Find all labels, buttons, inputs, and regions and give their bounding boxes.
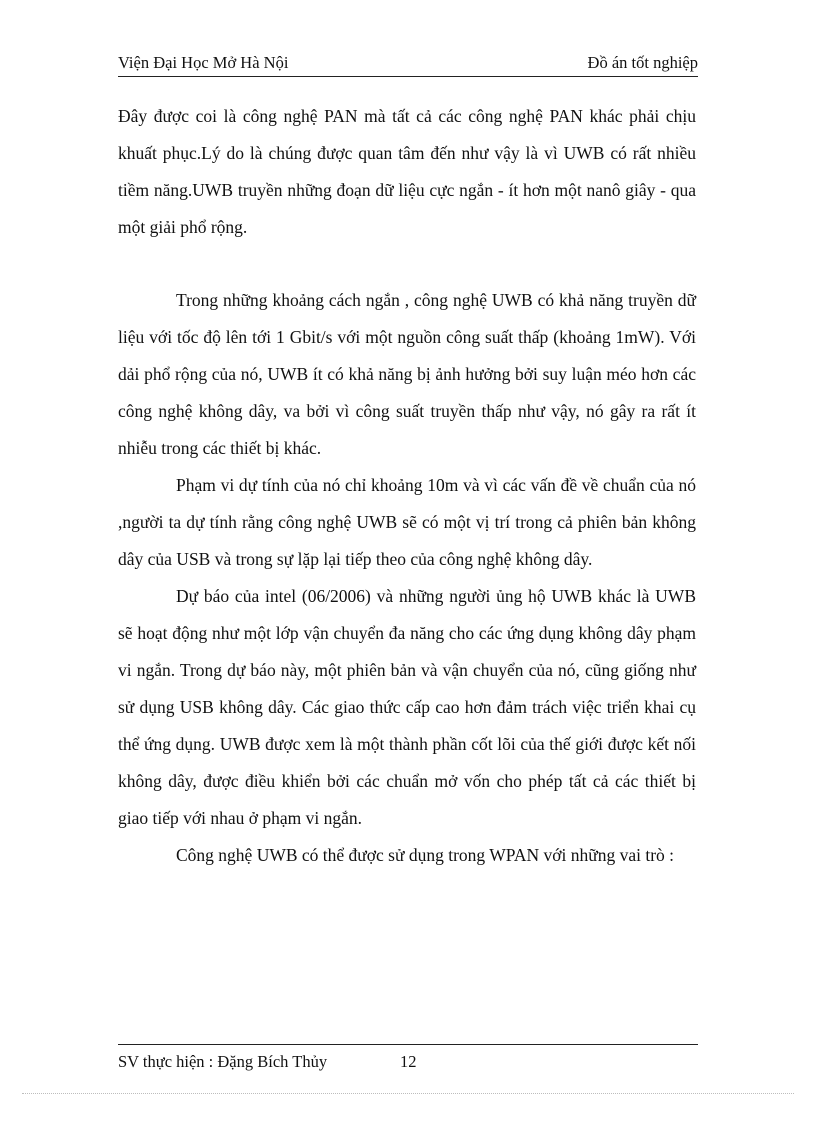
- page-number: 12: [400, 1052, 417, 1071]
- paragraph-5: Công nghệ UWB có thể được sử dụng trong WPAN với những vai trò :: [176, 845, 675, 865]
- footer-divider: [118, 1044, 698, 1045]
- page-header: [118, 52, 698, 74]
- header-document-type: Đồ án tốt nghiệp: [587, 53, 698, 72]
- footer-student: SV thực hiện : Đặng Bích Thủy: [118, 1052, 328, 1071]
- paragraph-2: Trong những khoảng cách ngắn , công nghệ UWB có khả năng truyền dữ liệu với tốc độ lên tới 1 Gbit/s với một nguồn công suất thấp (khoảng 1mW). Với dải phổ rộng của nó, UWB ít có khả năng bị ảnh hưởng bởi suy luận méo hơn các công nghệ không dây, va bởi vì công suất truyền thấp như vậy, nó gây ra rất ít nhiễu trong các thiết bị khác.: [118, 290, 696, 458]
- paragraph-3: Phạm vi dự tính của nó chỉ khoảng 10m và vì các vấn đề về chuẩn của nó ,người ta dự tính rằng công nghệ UWB sẽ có một vị trí trong cả phiên bản không dây của USB và trong sự lặp lại tiếp theo của công nghệ không dây.: [118, 475, 696, 569]
- page-footer: [118, 1051, 698, 1073]
- paragraph-4: Dự báo của intel (06/2006) và những người ủng hộ UWB khác là UWB sẽ hoạt động như một lớp vận chuyển đa năng cho các ứng dụng không dây phạm vi ngắn. Trong dự báo này, một phiên bản và vận chuyển của nó, cũng giống như sử dụng USB không dây. Các giao thức cấp cao hơn đảm trách việc triển khai cụ thể ứng dụng. UWB được xem là một thành phần cốt lõi của thế giới được kết nối không dây, được điều khiển bởi các chuẩn mở vốn cho phép tất cả các thiết bị giao tiếp với nhau ở phạm vi ngắn.: [118, 586, 696, 828]
- header-divider: [118, 76, 698, 77]
- paragraph-1: Đây được coi là công nghệ PAN mà tất cả các công nghệ PAN khác phải chịu khuất phục.Lý do là chúng được quan tâm đến như vậy là vì UWB có rất nhiều tiềm năng.UWB truyền những đoạn dữ liệu cực ngắn - ít hơn một nanô giây - qua một giải phổ rộng.: [118, 106, 696, 237]
- header-institution: Viện Đại Học Mở Hà Nội: [118, 53, 289, 72]
- page-edge-divider: [22, 1093, 794, 1094]
- body-text: [118, 98, 696, 874]
